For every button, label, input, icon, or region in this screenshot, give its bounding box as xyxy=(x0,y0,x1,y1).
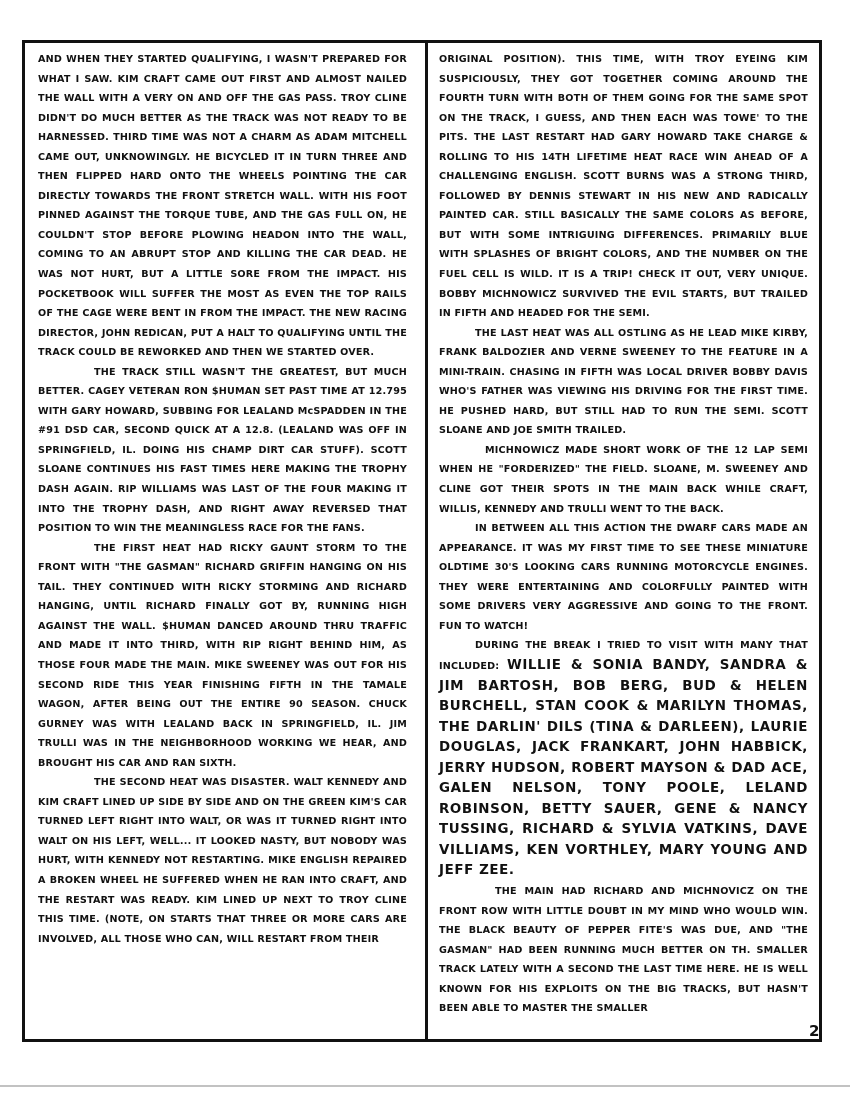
paragraph-restart: ORIGINAL POSITION). THIS TIME, WITH TROY EYEING KIM SUSPICIOUSLY, THEY GOT TOGETHER COMING AROUND THE FOURTH TURN WITH BOTH OF THEM GOING FOR THE SAME SPOT ON THE TRACK, I GUESS, AND THEN EACH WAS TOWE' TO THE PITS. THE LAST RESTART HAD GARY HOWARD TAKE CHARGE & ROLLING TO HIS 14TH LIFETIME HEAT RACE WIN AHEAD OF A CHALLENGING ENGLISH. SCOTT BURNS WAS A STRONG THIRD, FOLLOWED BY DENNIS STEWART IN HIS NEW AND RADICALLY PAINTED CAR. STILL BASICALLY THE SAME COLORS AS BEFORE, BUT WITH SOME INTRIGUING DIFFERENCES. PRIMARILY BLUE WITH SPLASHES OF BRIGHT COLORS, AND THE NUMBER ON THE FUEL CELL IS WILD. IT IS A TRIP! CHECK IT OUT, VERY UNIQUE. BOBBY MICHNOWICZ SURVIVED THE EVIL STARTS, BUT TRAILED IN FIFTH AND HEADED FOR THE SEMI. xyxy=(439,54,808,320)
paragraph-semi: MICHNOWICZ MADE SHORT WORK OF THE 12 LAP SEMI WHEN HE "FORDERIZED" THE FIELD. SLOANE, M. SWEENEY AND CLINE GOT THEIR SPOTS IN THE MAIN BACK WHILE CRAFT, WILLIS, KENNEDY AND TRULLI WENT TO THE BACK. xyxy=(439,444,808,515)
column-divider xyxy=(425,40,428,1042)
paragraph-dwarf-cars: IN BETWEEN ALL THIS ACTION THE DWARF CARS MADE AN APPEARANCE. IT WAS MY FIRST TIME TO SEE THESE MINIATURE OLDTIME 30'S LOOKING CARS RUNNING MOTORCYCLE ENGINES. THEY WERE ENTERTAINING AND COLORFULLY PAINTED WITH SOME DRIVERS VERY AGGRESSIVE AND GOING TO THE FRONT. FUN TO WATCH! xyxy=(439,523,808,632)
paragraph-second-heat: THE SECOND HEAT WAS DISASTER. WALT KENNEDY AND KIM CRAFT LINED UP SIDE BY SIDE AND ON THE GREEN KIM'S CAR TURNED LEFT RIGHT INTO WALT, OR WAS IT TURNED RIGHT INTO WALT ON HIS LEFT, WELL... IT LOOKED NASTY, BUT NOBODY WAS HURT, WITH KENNEDY NOT RESTARTING. MIKE ENGLISH REPAIRED A BROKEN WHEEL HE SUFFERED WHEN HE RAN INTO CRAFT, AND THE RESTART WAS READY. KIM LINED UP NEXT TO TROY CLINE THIS TIME. (NOTE, ON STARTS THAT THREE OR MORE CARS ARE INVOLVED, ALL THOSE WHO CAN, WILL RESTART FROM THEIR xyxy=(38,777,407,945)
scan-edge-line xyxy=(0,1085,850,1087)
left-column xyxy=(38,50,407,949)
paragraph-fast-time: THE TRACK STILL WASN'T THE GREATEST, BUT MUCH BETTER. CAGEY VETERAN RON $HUMAN SET PAST TIME AT 12.795 WITH GARY HOWARD, SUBBING FOR LEALAND McSPADDEN IN THE #91 DSD CAR, SECOND QUICK AT A 12.8. (LEALAND WAS OFF IN SPRINGFIELD, IL. DOING HIS CHAMP DIRT CAR STUFF). SCOTT SLOANE CONTINUES HIS FAST TIMES HERE MAKING THE TROPHY DASH AGAIN. RIP WILLIAMS WAS LAST OF THE FOUR MAKING IT INTO THE TROPHY DASH, AND RIGHT AWAY REVERSED THAT POSITION TO WIN THE MEANINGLESS RACE FOR THE FANS. xyxy=(38,366,407,535)
visit-intro: DURING THE BREAK I TRIED TO VISIT WITH MANY THAT INCLUDED: xyxy=(439,640,808,672)
paragraph-main: THE MAIN HAD RICHARD AND MICHNOVICZ ON THE FRONT ROW WITH LITTLE DOUBT IN MY MIND WHO WOULD WIN. THE BLACK BEAUTY OF PEPPER FITE'S WAS DUE, AND "THE GASMAN" HAD BEEN RUNNING MUCH BETTER ON TH. SMALLER TRACK LATELY WITH A SECOND THE LAST TIME HERE. HE IS WELL KNOWN FOR HIS EXPLOITS ON THE BIG TRACKS, BUT HASN'T BEEN ABLE TO MASTER THE SMALLER xyxy=(439,885,808,1015)
paragraph-first-heat: THE FIRST HEAT HAD RICKY GAUNT STORM TO THE FRONT WITH "THE GASMAN" RICHARD GRIFFIN HANGING ON HIS TAIL. THEY CONTINUED WITH RICKY STORMING AND RICHARD HANGING, UNTIL RICHARD FINALLY GOT BY, RUNNING HIGH AGAINST THE WALL. $HUMAN DANCED AROUND THRU TRAFFIC AND MADE IT INTO THIRD, WITH RIP RIGHT BEHIND HIM, AS THOSE FOUR MADE THE MAIN. MIKE SWEENEY WAS OUT FOR HIS SECOND RIDE THIS YEAR FINISHING FIFTH IN THE TAMALE WAGON, AFTER BEING OUT THE ENTIRE 90 SEASON. CHUCK GURNEY WAS WITH LEALAND BACK IN SPRINGFIELD, IL. JIM TRULLI WAS IN THE NEIGHBORHOOD WORKING WE HEAR, AND BROUGHT HIS CAR AND RAN SIXTH. xyxy=(38,542,407,769)
paragraph-last-heat: THE LAST HEAT WAS ALL OSTLING AS HE LEAD MIKE KIRBY, FRANK BALDOZIER AND VERNE SWEENEY TO THE FEATURE IN A MINI-TRAIN. CHASING IN FIFTH WAS LOCAL DRIVER BOBBY DAVIS WHO'S FATHER WAS VIEWING HIS DRIVING FOR THE FIRST TIME. HE PUSHED HARD, BUT STILL HAD TO RUN THE SEMI. SCOTT SLOANE AND JOE SMITH TRAILED. xyxy=(439,327,808,437)
right-column xyxy=(439,50,808,1019)
page-number: 2 xyxy=(809,1022,820,1040)
paragraph-visits xyxy=(439,636,808,882)
visit-names: WILLIE & SONIA BANDY, SANDRA & JIM BARTOSH, BOB BERG, BUD & HELEN BURCHELL, STAN COOK & MARILYN THOMAS, THE DARLIN' DILS (TINA & DARLEEN), LAURIE DOUGLAS, JACK FRANKART, JOHN HABBICK, JERRY HUDSON, ROBERT MAYSON & DAD ACE, GALEN NELSON, TONY POOLE, LELAND ROBINSON, BETTY SAUER, GENE & NANCY TUSSING, RICHARD & SYLVIA VATKINS, DAVE VILLIAMS, KEN VORTHLEY, MARY YOUNG AND JEFF ZEE. xyxy=(439,657,808,879)
paragraph-qualifying: AND WHEN THEY STARTED QUALIFYING, I WASN'T PREPARED FOR WHAT I SAW. KIM CRAFT CAME OUT FIRST AND ALMOST NAILED THE WALL WITH A VERY ON AND OFF THE GAS PASS. TROY CLINE DIDN'T DO MUCH BETTER AS THE TRACK WAS NOT READY TO BE HARNESSED. THIRD TIME WAS NOT A CHARM AS ADAM MITCHELL CAME OUT, UNKNOWINGLY. HE BICYCLED IT IN TURN THREE AND THEN FLIPPED HARD ONTO THE WHEELS POINTING THE CAR DIRECTLY TOWARDS THE FRONT STRETCH WALL. WITH HIS FOOT PINNED AGAINST THE TORQUE TUBE, AND THE GAS FULL ON, HE COULDN'T STOP BEFORE PLOWING HEADON INTO THE WALL, COMING TO AN ABRUPT STOP AND KILLING THE CAR DEAD. HE WAS NOT HURT, BUT A LITTLE SORE FROM THE IMPACT. HIS POCKETBOOK WILL SUFFER THE MOST AS EVEN THE TOP RAILS OF THE CAGE WERE BENT IN FROM THE IMPACT. THE NEW RACING DIRECTOR, JOHN REDICAN, PUT A HALT TO QUALIFYING UNTIL THE TRACK COULD BE REWORKED AND THEN WE STARTED OVER. xyxy=(38,54,407,359)
